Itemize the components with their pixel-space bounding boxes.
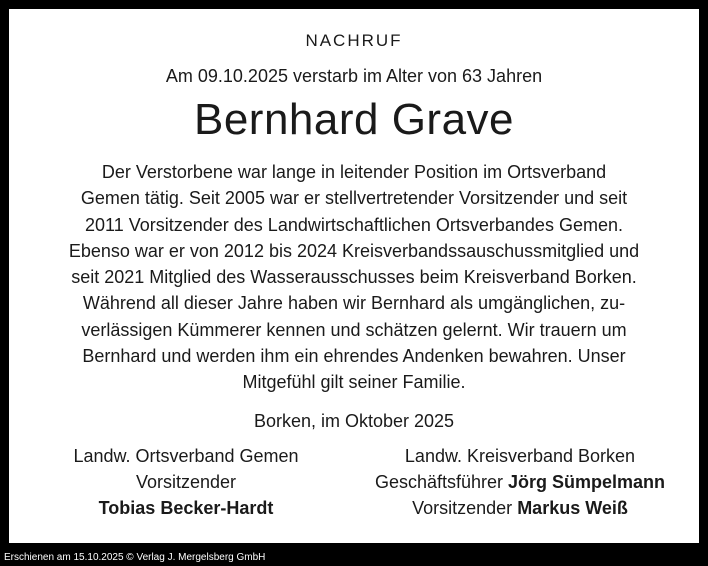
text-line: Gemen tätig. Seit 2005 war er stellvertretender Vorsitzender und seit [80,188,628,209]
right-signature [355,443,685,521]
place-date: Borken, im Oktober 2025 [253,411,455,431]
text-line: 2011 Vorsitzender des Landwirtschaftlichen Ortsverbandes Gemen. [85,214,623,235]
signature-role: Vorsitzender [135,472,237,492]
signature-role: Vorsitzender [412,498,513,518]
text-line: Mitgefühl gilt seiner Familie. [242,372,466,393]
obituary-card [9,9,699,543]
signature-line [355,469,685,495]
text-line: verlässigen Kümmerer kennen und schätzen gelernt. Wir trauern um [81,319,627,340]
text-line: Während all dieser Jahre haben wir Bernhard als umgänglichen, zu- [82,293,626,314]
text-line: seit 2021 Mitglied des Wasserausschusses beim Kreisverband Borken. [71,267,637,288]
signature-role: Geschäftsführer [374,472,503,492]
text-line: Der Verstorbene war lange in leitender Position im Ortsverband [101,162,607,182]
signature-person: Tobias Becker-Hardt [98,498,274,518]
heading: NACHRUF [305,31,403,50]
obituary-text [9,159,699,396]
subtitle: Am 09.10.2025 verstarb im Alter von 63 Jahren [165,66,543,86]
signature-org: Landw. Ortsverband Gemen [73,446,299,466]
text-line: Ebenso war er von 2012 bis 2024 Kreisverbandssauschussmitglied und [68,240,640,261]
deceased-name: Bernhard Grave [193,95,515,144]
left-signature [21,443,351,521]
publication-footer: Erschienen am 15.10.2025 © Verlag J. Mergelsberg GmbH [4,552,266,563]
signature-person: Jörg Sümpelmann [508,472,666,492]
signature-org: Landw. Kreisverband Borken [404,446,636,466]
text-line: Bernhard und werden ihm ein ehrendes Andenken bewahren. Unser [82,346,626,367]
signature-line [355,495,685,521]
signature-person: Markus Weiß [517,498,628,518]
